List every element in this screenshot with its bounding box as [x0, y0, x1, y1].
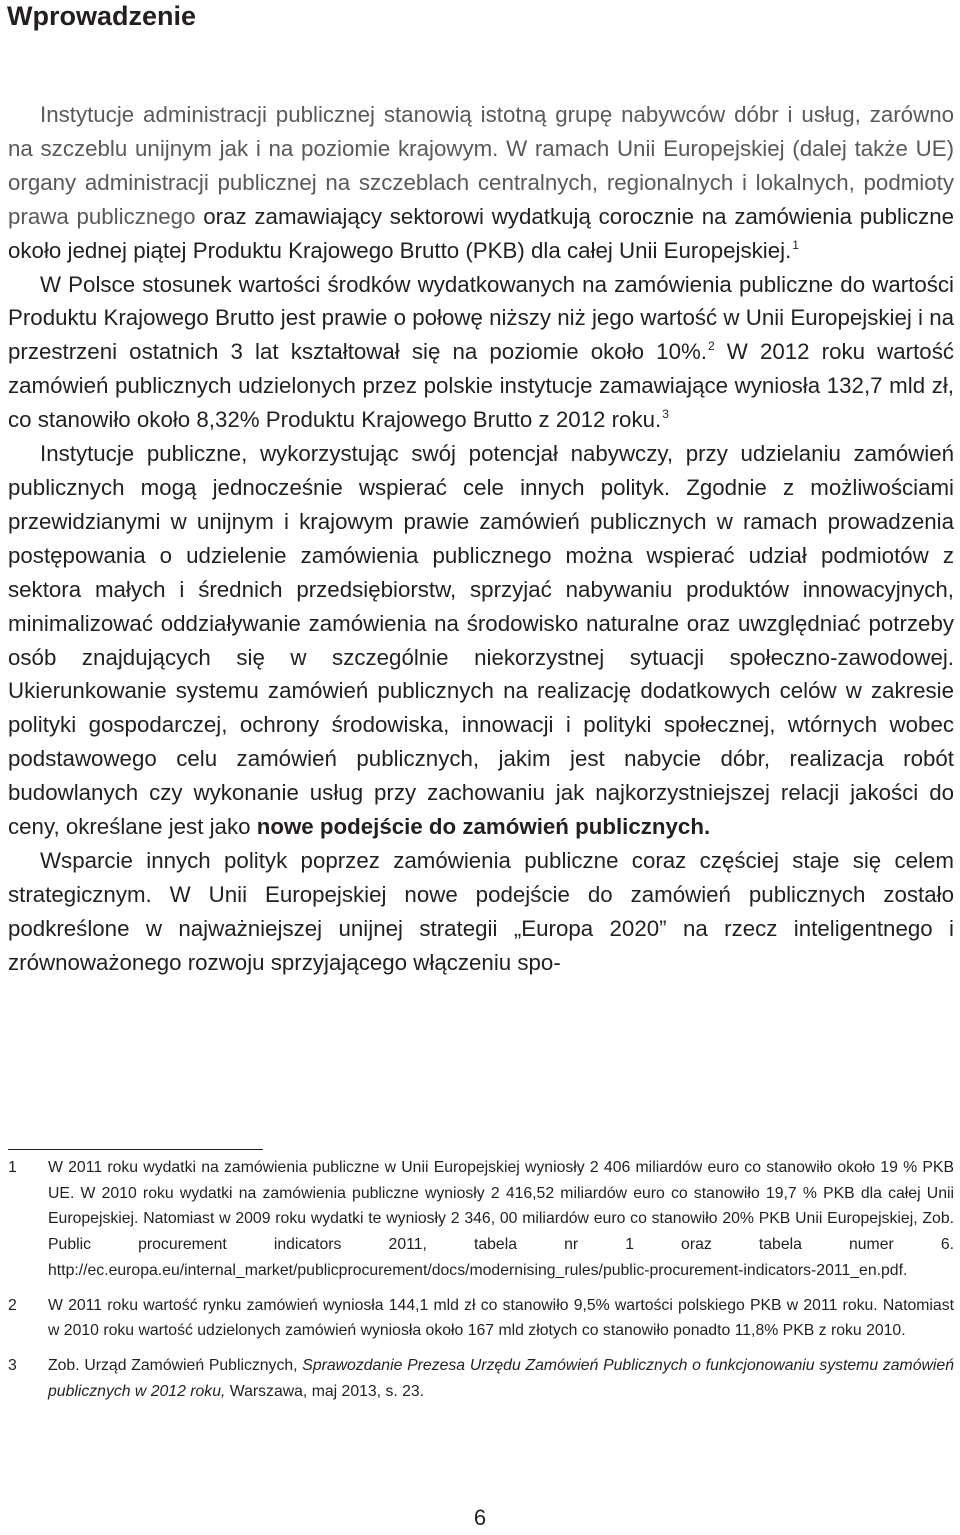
footnote-text-pre: Zob. Urząd Zamówień Publicznych,: [48, 1356, 303, 1374]
footnote-ref-3[interactable]: 3: [662, 407, 669, 422]
footnote-ref-1[interactable]: 1: [792, 237, 799, 252]
footnote-citation-title: Sprawozdanie Prezesa Urzędu Zamówień Publicznych o funkcjonowaniu systemu zamówień publicznych w 2012 roku,: [48, 1356, 954, 1400]
footnote-3: [8, 1353, 954, 1404]
footnote-text: W 2011 roku wartość rynku zamówień wyniosła 144,1 mld zł co stanowiło 9,5% wartości polskiego PKB w 2011 roku. Natomiast w 2010 roku wartość udzielonych zamówień wyniosła około 167 mld złotych co stanowiło ponadto 11,8% PKB z roku 2010.: [48, 1296, 954, 1340]
paragraph-2-text-b: W 2012 roku wartość zamówień publicznych udzielonych przez polskie instytucje zamawiające wyniosła 132,7 mld zł, co stanowiło około 8,32% Produktu Krajowego Brutto z 2012 roku.: [8, 339, 954, 433]
paragraph-3-bold-text: nowe podejście do zamówień publicznych.: [256, 814, 711, 840]
body-text: [8, 98, 954, 980]
paragraph-1: [8, 98, 954, 268]
footnote-1: [8, 1155, 954, 1284]
footnote-text: [48, 1353, 954, 1404]
paragraph-1-text-b: oraz zamawiający sektorowi wydatkują corocznie na zamówienia publiczne około jednej piątej Produktu Krajowego Brutto (PKB) dla całej Unii Europejskiej.: [8, 203, 955, 263]
footnotes: [8, 1155, 954, 1413]
footnote-number: 3: [8, 1356, 17, 1374]
footnote-2: [8, 1293, 954, 1344]
paragraph-2-text-a: W Polsce stosunek wartości środków wydatkowanych na zamówienia publiczne do wartości Produktu Krajowego Brutto jest prawie o połowę niższy niż jego wartość w Unii Europejskiej i na przestrzeni ostatnich 3 lat kształtował się na poziomie około 10%.: [8, 271, 954, 365]
paragraph-4: [8, 844, 954, 980]
paragraph-3-text: Instytucje publiczne, wykorzystując swój potencjał nabywczy, przy udzielaniu zamówień publicznych mogą jednocześnie wspierać cele innych polityk. Zgodnie z możliwościami przewidzianymi w unijnym i krajowym prawie zamówień publicznych w ramach prowadzenia postępowania o udzielenie zamówienia publicznego można wspierać udział podmiotów z sektora małych i średnich przedsiębiorstw, sprzyjać nabywaniu produktów innowacyjnych, minimalizować oddziaływanie zamówienia na środowisko naturalne oraz uwzględniać potrzeby osób znajdujących się w szczególnie niekorzystnej sytuacji społeczno-zawodowej. Ukierunkowanie systemu zamówień publicznych na realizację dodatkowych celów w zakresie polityki gospodarczej, ochrony środowiska, innowacji i polityki społecznej, wtórnych wobec podstawowego celu zamówień publicznych, jakim jest nabycie dóbr, realizacja robót budowlanych czy wykonanie usług przy zachowaniu jak najkorzystniejszej relacji jakości do ceny, określane jest jako: [8, 441, 954, 840]
footnote-number: 2: [8, 1296, 17, 1314]
footnote-ref-2[interactable]: 2: [708, 339, 715, 354]
footnote-number: 1: [8, 1159, 17, 1176]
paragraph-3: [8, 437, 954, 844]
footnote-text-post: Warszawa, maj 2013, s. 23.: [225, 1382, 425, 1400]
footnote-separator: [8, 1149, 263, 1150]
footnote-text: W 2011 roku wydatki na zamówienia publiczne w Unii Europejskiej wyniosły 2 406 miliardów euro co stanowiło około 19 % PKB UE. W 2010 roku wydatki na zamówienia publiczne wyniosły 2 416,52 miliardów euro co stanowiło 19,7 % PKB dla całej Unii Europejskiej. Natomiast w 2009 roku wydatki te wyniosły 2 346, 00 miliardów euro co stanowiło 20% PKB Unii Europejskiej, Zob. Public procurement indicators 2011, tabela nr 1 oraz tabela numer 6. http://ec.europa.eu/internal_market/publicprocurement/docs/modernising_rules/public-procurement-indicators-2011_en.pdf.: [48, 1159, 954, 1279]
paragraph-4-text: Wsparcie innych polityk poprzez zamówienia publiczne coraz częściej staje się celem strategicznym. W Unii Europejskiej nowe podejście do zamówień publicznych zostało podkreślone w najważniejszej unijnej strategii „Europa 2020” na rzecz inteligentnego i zrównoważonego rozwoju sprzyjającego włączeniu spo-: [8, 847, 954, 975]
page-number: 6: [473, 1505, 487, 1530]
section-heading: Wprowadzenie: [7, 1, 197, 31]
paragraph-2: [8, 268, 954, 438]
paragraph-1-text-a: Instytucje administracji publicznej stanowią istotną grupę nabywców dóbr i usług, zarówno na szczeblu unijnym jak i na poziomie krajowym. W ramach Unii Europejskiej (dalej także UE) organy administracji publicznej na szczeblach centralnych, regionalnych i lokalnych, podmioty prawa publicznego: [8, 102, 954, 229]
